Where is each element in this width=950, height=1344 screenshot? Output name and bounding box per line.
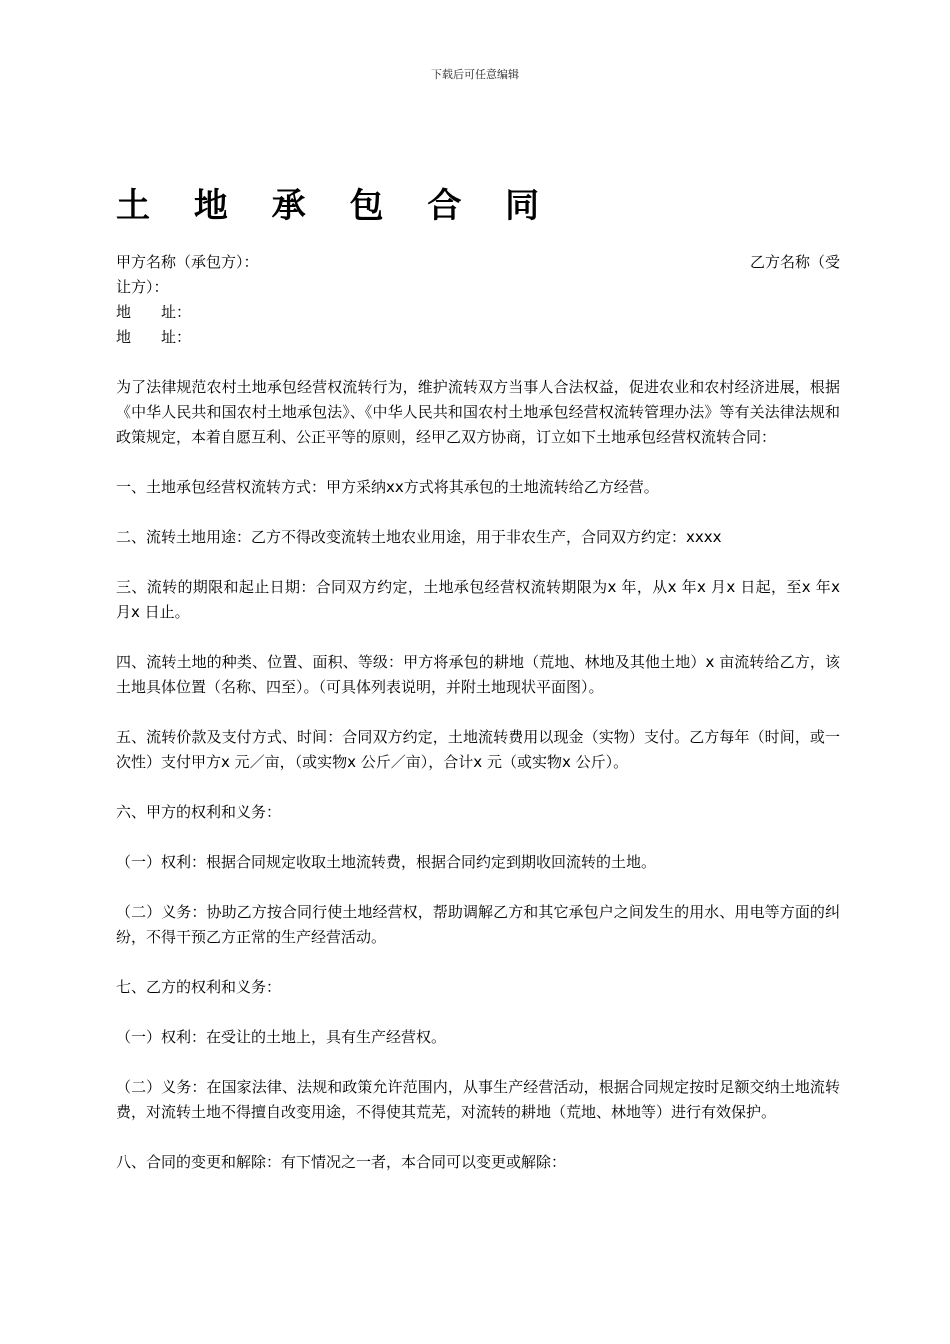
clause-6-rights: （一）权利：根据合同规定收取土地流转费，根据合同约定到期收回流转的土地。: [116, 853, 657, 871]
party-b-label-part2: 让方）：: [116, 278, 169, 296]
parties-row: [116, 250, 840, 275]
address-label-1: 地 址：: [116, 303, 192, 321]
contract-body: [116, 250, 840, 1175]
header-note: 下载后可任意编辑: [431, 68, 519, 81]
clause-7-heading: 七、乙方的权利和义务：: [116, 978, 282, 996]
preamble: 为了法律规范农村土地承包经营权流转行为，维护流转双方当事人合法权益，促进农业和农村经济进展，根据《中华人民共和国农村土地承包法》、《中华人民共和国农村土地承包经营权流转管理办法》等有关法律法规和政策规定，本着自愿互利、公正平等的原则，经甲乙双方协商，订立如下土地承包经营权流转合同：: [116, 378, 840, 446]
clause-6-heading: 六、甲方的权利和义务：: [116, 803, 282, 821]
clause-3: 三、流转的期限和起止日期：合同双方约定，土地承包经营权流转期限为x 年，从x 年x 月x 日起，至x 年x 月x 日止。: [116, 578, 840, 621]
clause-7-rights: （一）权利：在受让的土地上，具有生产经营权。: [116, 1028, 447, 1046]
clause-8-heading: 八、合同的变更和解除：有下情况之一者，本合同可以变更或解除：: [116, 1153, 567, 1171]
clause-2: 二、流转土地用途：乙方不得改变流转土地农业用途，用于非农生产，合同双方约定：xxxx: [116, 528, 722, 546]
party-b-label-part1: 乙方名称（受: [749, 253, 840, 271]
clause-5: 五、流转价款及支付方式、时间：合同双方约定，土地流转费用以现金（实物）支付。乙方每年（时间，或一次性）支付甲方x 元／亩，（或实物x 公斤／亩），合计x 元（或实物x 公斤）。: [116, 728, 840, 771]
clause-7-duties: （二）义务：在国家法律、法规和政策允许范围内，从事生产经营活动，根据合同规定按时足额交纳土地流转费，对流转土地不得擅自改变用途，不得使其荒芜，对流转的耕地（荒地、林地等）进行有效保护。: [116, 1078, 840, 1121]
clause-6-duties: （二）义务：协助乙方按合同行使土地经营权，帮助调解乙方和其它承包户之间发生的用水、用电等方面的纠纷，不得干预乙方正常的生产经营活动。: [116, 903, 840, 946]
clause-1: 一、土地承包经营权流转方式：甲方采纳xx方式将其承包的土地流转给乙方经营。: [116, 478, 659, 496]
address-label-2: 地 址：: [116, 328, 192, 346]
clause-4: 四、流转土地的种类、位置、面积、等级：甲方将承包的耕地（荒地、林地及其他土地）x 亩流转给乙方，该土地具体位置（名称、四至）。（可具体列表说明，并附土地现状平面图）。: [116, 653, 840, 696]
party-a-label: 甲方名称（承包方）：: [116, 253, 259, 271]
contract-title: 土 地 承 包 合 同: [116, 186, 556, 226]
